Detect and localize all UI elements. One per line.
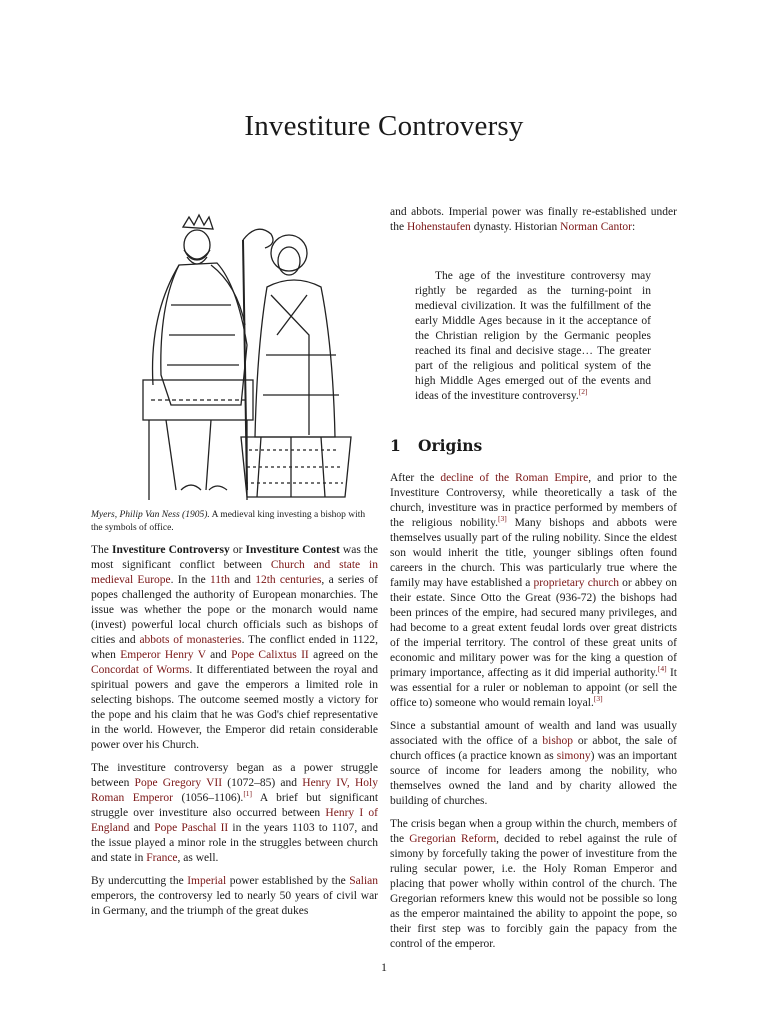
power-struggle-paragraph — [91, 761, 378, 866]
link-12th-century[interactable]: 12th centuries — [255, 574, 322, 586]
link-henry-iv[interactable]: Henry IV, Holy Roman Emperor — [91, 777, 378, 804]
text: and — [205, 649, 232, 661]
text: and — [129, 822, 155, 834]
link-bishop[interactable]: bishop — [542, 735, 574, 747]
text: ) was an important source of income for leaders among the nobility, who themselves owned the land and by charity allowed the building of churches. — [390, 750, 677, 807]
figure-caption — [91, 509, 378, 535]
link-11th-century[interactable]: 11th — [209, 574, 231, 586]
text: The investiture controversy began as a power struggle between — [91, 762, 378, 789]
link-henry-i-of-england[interactable]: Henry I of England — [91, 807, 378, 834]
link-hohenstaufen[interactable]: Hohenstaufen — [406, 221, 471, 233]
text: Since a substantial amount of wealth and land was usually associated with the office of a — [390, 720, 677, 747]
link-abbots-of-monasteries[interactable]: abbots of monasteries — [139, 634, 242, 646]
citation-2[interactable]: [2] — [578, 387, 588, 397]
medieval-king-bishop-illustration — [91, 205, 378, 505]
link-decline-of-roman-empire[interactable]: decline of the Roman Empire — [440, 472, 589, 484]
text: (1072–85) and — [222, 777, 303, 789]
text: dynasty. Historian — [470, 221, 561, 233]
link-church-and-state[interactable]: Church and state in medieval Europe — [91, 559, 378, 586]
link-pope-calixtus-ii[interactable]: Pope Calixtus II — [231, 649, 309, 661]
caption-text: A medieval king investing a bishop with the symbols of office. — [91, 510, 366, 533]
page-title: Investiture Controversy — [244, 110, 524, 142]
text: , decided to rebel against the rule of simony by forcefully taking the power of investiture from the ruling secular power, i.e. the Holy Roman Emperor and placing that power wholly within control of the church. The Gregorian reformers knew this would not be possible so long as the emperor maintained the ability to appoint the pope, so their first step was to forcibly gain the papacy from the control of the emperor. — [390, 833, 677, 950]
text: , a series of popes challenged the authority of European monarchies. The issue was whether the pope or the monarch would name (invest) powerful local church officials such as bishops of cities and — [91, 574, 378, 646]
section-title: Origins — [418, 436, 483, 455]
text: , as well. — [177, 852, 219, 864]
link-gregorian-reform[interactable]: Gregorian Reform — [409, 833, 497, 845]
text: or — [229, 544, 246, 556]
section-number: 1 — [390, 436, 401, 455]
link-concordat-of-worms[interactable]: Concordat of Worms — [91, 664, 190, 676]
text: or abbey on their estate. Since Otto the Great (936-72) the bishops had been princes of the empire, had secured many privileges, and had become to a great extent feudal lords over great districts of the imperial territory. The control of these great units of economic and military power was for the king a question of primary importance, affecting as it did imperial authority. — [390, 577, 677, 679]
bold-term: Investiture Controversy — [112, 544, 230, 556]
text: Many bishops and abbots were themselves usually part of the ruling nobility. Since the eldest son would inherit the title, younger siblings often found careers in the church. This was particularly true where the family may have established a — [390, 517, 678, 589]
text: was the most significant conflict between — [91, 544, 378, 571]
link-proprietary-church[interactable]: proprietary church — [533, 577, 619, 589]
text: A brief but significant struggle over investiture also occurred between — [91, 792, 379, 819]
text: After the — [390, 472, 441, 484]
text: , and prior to the Investiture Controversy, while theoretically a task of the church, investiture was in practice performed by members of the religious nobility. — [390, 472, 678, 529]
intro-paragraph — [91, 543, 378, 753]
cantor-quote — [390, 269, 651, 404]
link-emperor-henry-v[interactable]: Emperor Henry V — [120, 649, 206, 661]
link-france[interactable]: France — [146, 852, 178, 864]
text: It was essential for a ruler or nobleman to appoint (or sell the office to) someone who would remain loyal. — [390, 667, 677, 709]
caption-author: Myers, Philip Van Ness (1905). — [91, 510, 210, 520]
right-column — [390, 205, 677, 960]
text: By undercutting the — [91, 875, 188, 887]
text: and — [230, 574, 256, 586]
page-number: 1 — [381, 960, 387, 974]
crisis-paragraph — [390, 817, 677, 952]
text: The — [91, 544, 113, 556]
quote-text: The age of the investiture controversy may rightly be regarded as the turning-point in medieval civilization. It was the fulfillment of the early Middle Ages because in it the acceptance of the Christian religion by the Germanic peoples reached its final and decisive stage… The greater part of the religious and political system of the high Middle Ages emerged out of the events and ideas of the investiture controversy. — [415, 270, 651, 402]
text: in the years 1103 to 1107, and the issue played a minor role in the struggles between church and state in — [91, 822, 378, 864]
citation-3[interactable]: [3] — [593, 694, 603, 704]
link-pope-paschal-ii[interactable]: Pope Paschal II — [154, 822, 229, 834]
section-heading-origins — [390, 438, 677, 453]
link-salian[interactable]: Salian — [349, 875, 379, 887]
link-norman-cantor[interactable]: Norman Cantor — [560, 221, 632, 233]
text: . It differentiated between the royal and spiritual powers and gave the emperors a limited role in selecting bishops. The outcome seemed mostly a victory for the pope and his claim that he was God's chief representative in the world. However, the Emperor did retain considerable power over his Church. — [91, 664, 378, 751]
citation-3[interactable]: [3] — [497, 514, 507, 524]
text: and abbots. Imperial power was finally re-established under the — [390, 206, 677, 233]
citation-1[interactable]: [1] — [243, 789, 253, 799]
link-imperial[interactable]: Imperial — [187, 875, 227, 887]
text: agreed on the — [308, 649, 378, 661]
text: . The conflict ended in 1122, when — [91, 634, 378, 661]
text: or abbot, the sale of church offices (a practice known as — [390, 735, 677, 762]
text: : — [632, 221, 636, 233]
text: (1056–1106). — [172, 792, 244, 804]
origins-paragraph — [390, 471, 677, 711]
undercutting-paragraph — [91, 874, 378, 919]
text: . In the — [170, 574, 210, 586]
continuation-paragraph — [390, 205, 677, 235]
link-simony[interactable]: simony — [556, 750, 591, 762]
bold-term: Investiture Contest — [245, 544, 340, 556]
link-pope-gregory-vii[interactable]: Pope Gregory VII — [134, 777, 223, 789]
left-column — [91, 205, 378, 927]
text: The crisis began when a group within the church, members of the — [390, 818, 677, 845]
wealth-paragraph — [390, 719, 677, 809]
citation-4[interactable]: [4] — [657, 664, 667, 674]
text: power established by the — [226, 875, 350, 887]
text: emperors, the controversy led to nearly 50 years of civil war in Germany, and the triumph of the great dukes — [91, 890, 378, 917]
